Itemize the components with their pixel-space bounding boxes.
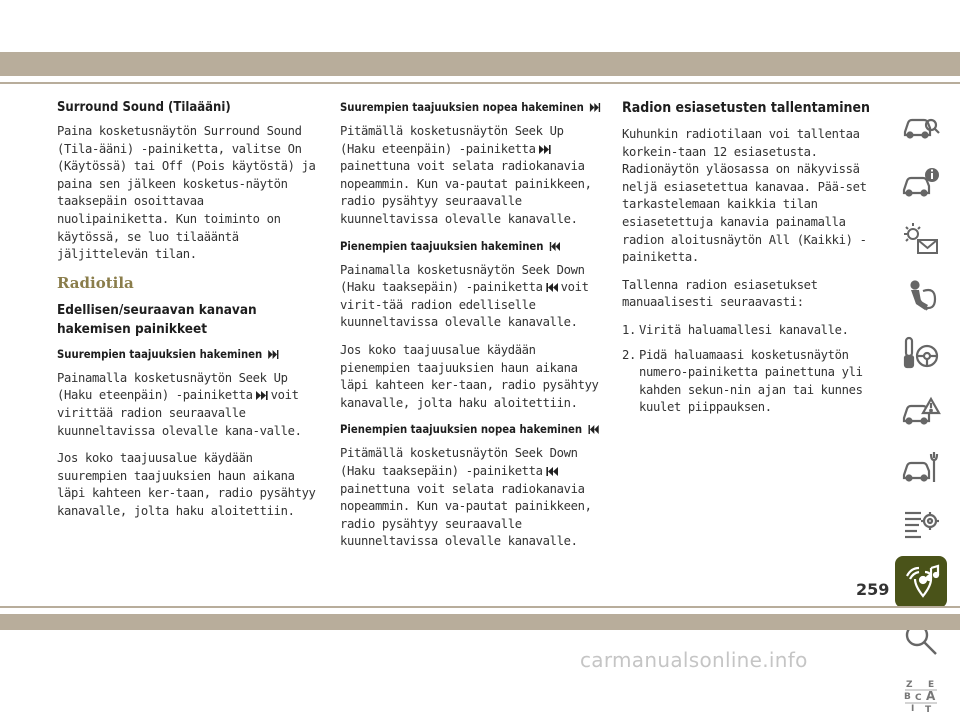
top-decorative-band	[0, 52, 960, 76]
heading-seek-buttons: Edellisen/seuraavan kanavan hakemisen painikkeet	[57, 301, 257, 337]
list-item: 2. Pidä haluamaasi kosketusnäytön numero-painiketta painettuna yli kahden sekun-nin ajan tai kunnes kuulet piippauksen.	[622, 347, 863, 415]
seek-back-icon	[546, 467, 558, 476]
tab-car-search[interactable]	[895, 100, 947, 152]
index-letter: I	[911, 704, 915, 714]
bottom-decorative-band	[0, 614, 960, 630]
seek-forward-icon	[256, 391, 268, 400]
section-heading-radio-mode: Radiotila	[57, 273, 134, 292]
seek-back-icon	[588, 425, 599, 434]
column-3	[622, 100, 888, 424]
heading-surround-sound: Surround Sound (Tilaääni)	[57, 100, 231, 115]
index-letters-icon	[901, 676, 941, 716]
seek-forward-icon	[268, 350, 279, 359]
column-2	[340, 100, 604, 561]
warning-light-message-icon	[901, 220, 941, 260]
seek-back-icon	[546, 283, 558, 292]
heading-radio-presets: Radion esiasetusten tallentaminen	[622, 100, 871, 116]
paragraph-seek-up: Painamalla kosketusnäytön Seek Up (Haku eteenpäin) -painiketta voit virittää radion seuraavalle kuunneltavissa olevalle kana-valle.	[57, 370, 302, 438]
tab-multimedia[interactable]	[895, 556, 947, 608]
subheading-seek-up: Suurempien taajuuksien hakeminen	[57, 347, 289, 361]
tab-servicing-maintenance[interactable]	[895, 442, 947, 494]
subheading-seek-down: Pienempien taajuuksien hakeminen	[340, 239, 572, 253]
watermark: carmanualsonline.info	[580, 648, 808, 672]
tab-in-case-of-emergency[interactable]	[895, 385, 947, 437]
seek-back-icon	[550, 242, 561, 251]
car-warning-triangle-icon	[901, 391, 941, 431]
seek-forward-icon	[590, 103, 601, 112]
top-rule	[0, 82, 960, 84]
paragraph-seek-down-wrap: Jos koko taajuusalue käydään pienempien taajuuksien haun aikana läpi kahteen ker-taan, radio pysähtyy kanavalle, jolta haku aloitettiin.	[340, 342, 599, 410]
paragraph-seek-down: Painamalla kosketusnäytön Seek Down (Haku taaksepäin) -painiketta voit virit-tää radion edelliselle kuunneltavissa olevalle kanavalle.	[340, 262, 589, 330]
paragraph-presets-intro: Kuhunkin radiotilaan voi tallentaa korkein-taan 12 esiasetusta. Radionäytön yläosassa on näkyvissä neljä esiasetettua kanavaa. Pää-set tarkastelemaan kaikkia tilan esiasetettuja kanavia painamalla radion aloitusnäytön All (Kaikki) -painiketta.	[622, 127, 867, 265]
specs-gear-icon	[901, 505, 941, 545]
tab-technical-specifications[interactable]	[895, 499, 947, 551]
radio-music-navigation-icon	[901, 562, 941, 602]
car-wrench-icon	[901, 448, 941, 488]
index-letter: B	[904, 692, 911, 702]
tab-starting-operating[interactable]	[895, 328, 947, 380]
car-search-icon	[901, 106, 941, 146]
tab-safety[interactable]	[895, 271, 947, 323]
subheading-fast-seek-down: Pienempien taajuuksien nopea hakeminen	[340, 422, 572, 436]
tab-index[interactable]	[895, 670, 947, 722]
index-letter: T	[925, 705, 932, 715]
tab-warning-lights-messages[interactable]	[895, 214, 947, 266]
paragraph-fast-seek-up: Pitämällä kosketusnäytön Seek Up (Haku eteenpäin) -painikettapainettuna voit selata radiokanavia nopeammin. Kun va-pautat painikkeen, radio pysähtyy seuraavalle kuunneltavissa olevalle kanavalle.	[340, 124, 592, 226]
seek-forward-icon	[539, 145, 551, 154]
index-letter: E	[928, 680, 935, 690]
paragraph-seek-up-wrap: Jos koko taajuusalue käydään suurempien taajuuksien haun aikana läpi kahteen ker-taan, radio pysähtyy kanavalle, jolta haku aloitettiin.	[57, 451, 316, 518]
index-letter: Z	[906, 680, 913, 690]
list-item: 1. Viritä haluamallesi kanavalle.	[622, 322, 849, 337]
chapter-tab-sidebar	[895, 100, 947, 727]
key-steering-wheel-icon	[901, 334, 941, 374]
page-number: 259	[856, 580, 890, 599]
paragraph-fast-seek-down: Pitämällä kosketusnäytön Seek Down (Haku taaksepäin) -painikettapainettuna voit selata radiokanavia nopeammin. Kun va-pautat painikkeen, radio pysähtyy seuraavalle kuunneltavissa olevalle kanavalle.	[340, 446, 592, 549]
index-letter: C	[915, 693, 922, 703]
airbag-seatbelt-icon	[901, 277, 941, 317]
paragraph-surround-sound: Paina kosketusnäytön Surround Sound (Tila-ääni) -painiketta, valitse On (Käytössä) tai Off (Pois käytöstä) ja paina sen jälkeen kosketus-näytön taaksepäin osoittavaa nuolipainiketta. Kun toiminto on käytössä, se luo tilaääntä jäljittelevän tilan.	[57, 124, 316, 262]
car-info-icon	[901, 163, 941, 203]
tab-car-info[interactable]	[895, 157, 947, 209]
paragraph-presets-manual: Tallenna radion esiasetukset manuaalisesti seuraavasti:	[622, 277, 818, 310]
index-letter: A	[926, 689, 936, 703]
bottom-rule	[0, 606, 960, 608]
subheading-fast-seek-up: Suurempien taajuuksien nopea hakeminen	[340, 100, 572, 114]
column-1	[57, 100, 321, 531]
